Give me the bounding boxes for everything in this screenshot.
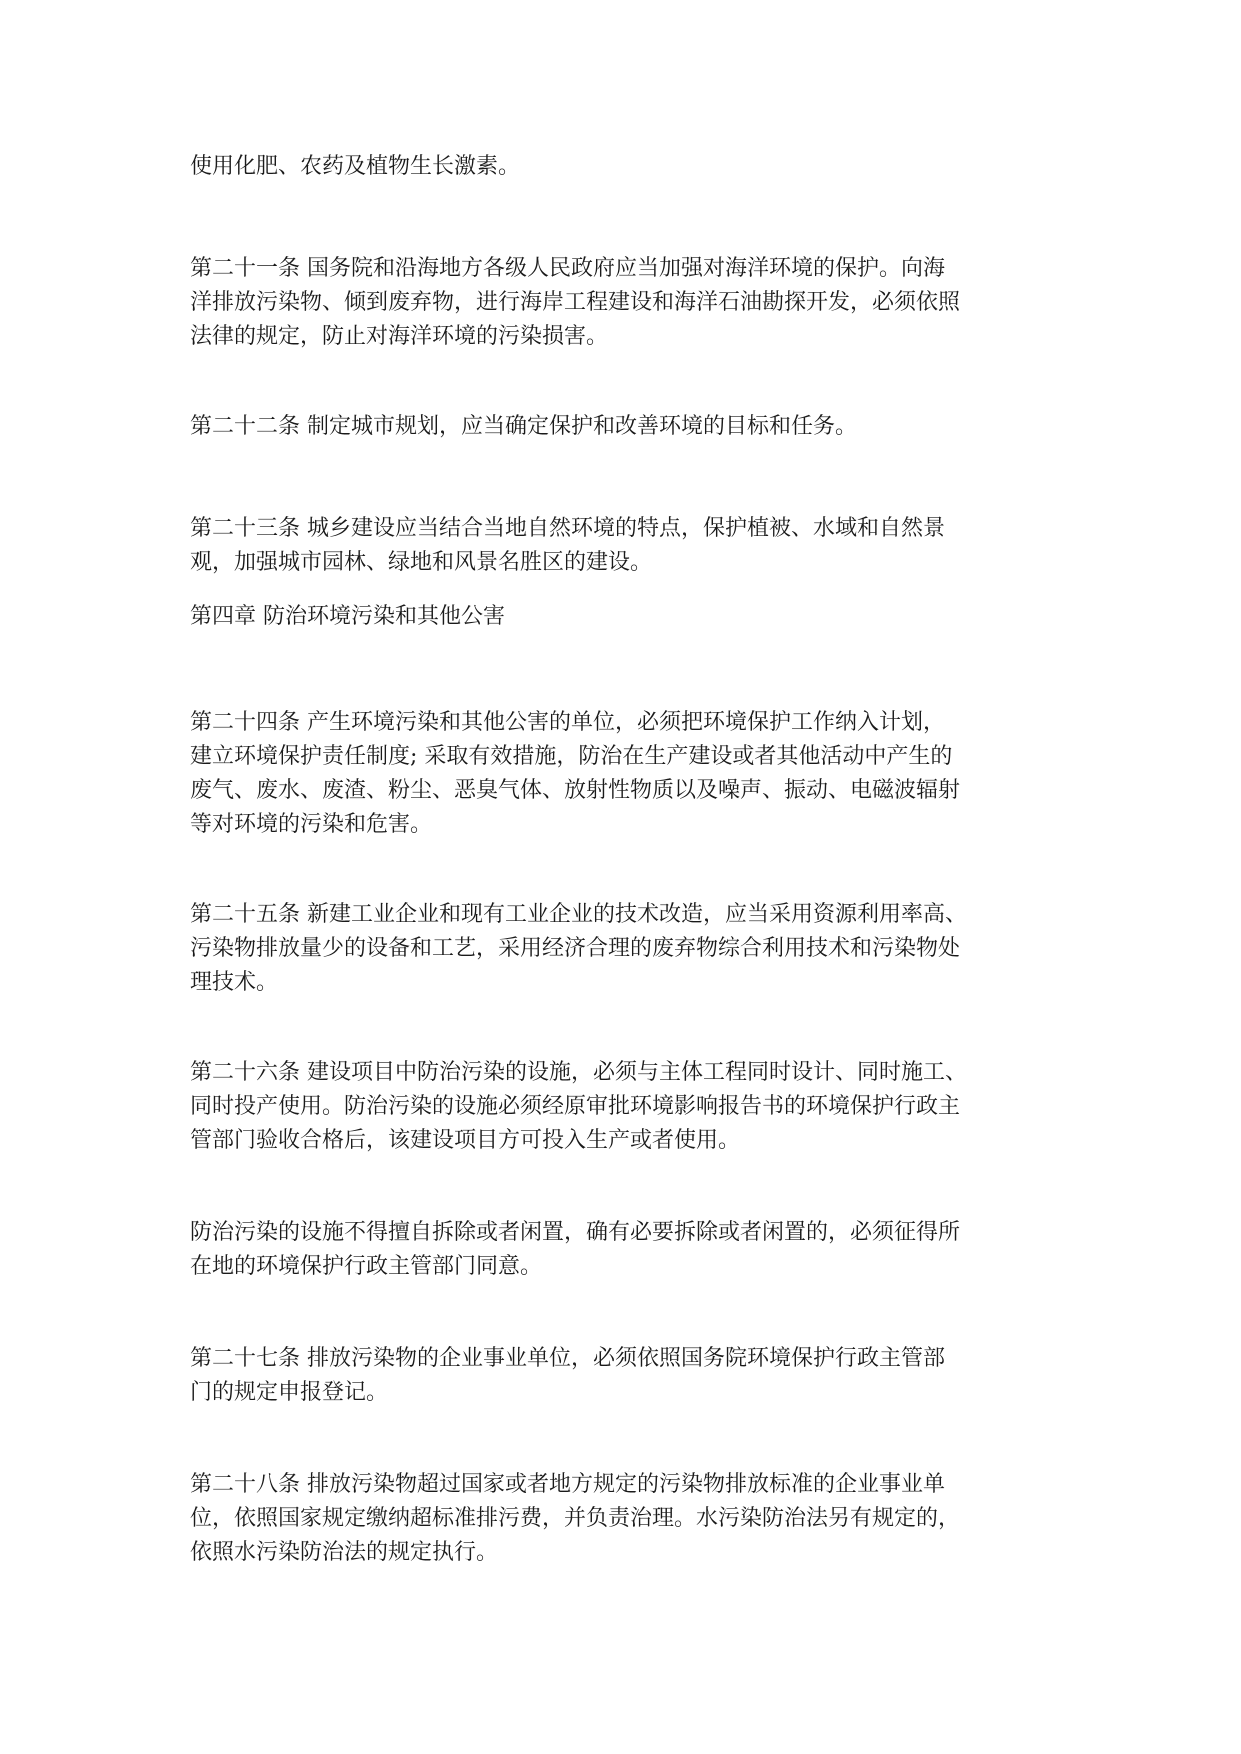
text-line: 第二十四条 产生环境污染和其他公害的单位，必须把环境保护工作纳入计划， bbox=[190, 710, 945, 735]
text-line: 法律的规定，防止对海洋环境的污染损害。 bbox=[190, 324, 609, 349]
text-line: 第二十一条 国务院和沿海地方各级人民政府应当加强对海洋环境的保护。向海 bbox=[190, 256, 945, 281]
text-line: 观，加强城市园林、绿地和风景名胜区的建设。 bbox=[190, 550, 653, 575]
article-26-paragraph-2 bbox=[190, 1216, 1060, 1284]
article-28 bbox=[190, 1468, 1060, 1570]
article-23 bbox=[190, 512, 1060, 580]
text-line: 理技术。 bbox=[190, 970, 279, 995]
text-line: 在地的环境保护行政主管部门同意。 bbox=[190, 1254, 543, 1279]
text-line: 位，依照国家规定缴纳超标准排污费，并负责治理。水污染防治法另有规定的， bbox=[190, 1506, 961, 1531]
text-line: 第二十五条 新建工业企业和现有工业企业的技术改造，应当采用资源利用率高、 bbox=[190, 902, 967, 927]
text-line: 依照水污染防治法的规定执行。 bbox=[190, 1540, 499, 1565]
text-line: 污染物排放量少的设备和工艺，采用经济合理的废弃物综合利用技术和污染物处 bbox=[190, 936, 961, 961]
text-line: 第二十八条 排放污染物超过国家或者地方规定的污染物排放标准的企业事业单 bbox=[190, 1472, 945, 1497]
article-27 bbox=[190, 1342, 1060, 1410]
text-line: 第二十六条 建设项目中防治污染的设施，必须与主体工程同时设计、同时施工、 bbox=[190, 1060, 967, 1085]
text-line: 门的规定申报登记。 bbox=[190, 1380, 389, 1405]
chapter-heading bbox=[190, 600, 1060, 634]
text-line: 同时投产使用。防治污染的设施必须经原审批环境影响报告书的环境保护行政主 bbox=[190, 1094, 961, 1119]
text-line: 防治污染的设施不得擅自拆除或者闲置，确有必要拆除或者闲置的，必须征得所 bbox=[190, 1220, 961, 1245]
text-line: 洋排放污染物、倾到废弃物，进行海岸工程建设和海洋石油勘探开发，必须依照 bbox=[190, 290, 961, 315]
article-21 bbox=[190, 252, 1060, 354]
text-line: 第二十三条 城乡建设应当结合当地自然环境的特点，保护植被、水域和自然景 bbox=[190, 516, 945, 541]
text-line: 使用化肥、农药及植物生长激素。 bbox=[190, 154, 521, 179]
text-line: 管部门验收合格后，该建设项目方可投入生产或者使用。 bbox=[190, 1128, 741, 1153]
article-26 bbox=[190, 1056, 1060, 1158]
text-line: 废气、废水、废渣、粉尘、恶臭气体、放射性物质以及噪声、振动、电磁波辐射 bbox=[190, 778, 961, 803]
text-line: 建立环境保护责任制度; 采取有效措施，防治在生产建设或者其他活动中产生的 bbox=[190, 744, 953, 769]
article-25 bbox=[190, 898, 1060, 1000]
paragraph-continuation bbox=[190, 150, 1060, 184]
text-line: 第二十七条 排放污染物的企业事业单位，必须依照国务院环境保护行政主管部 bbox=[190, 1346, 945, 1371]
text-line: 等对环境的污染和危害。 bbox=[190, 812, 433, 837]
article-24 bbox=[190, 706, 1060, 842]
article-22 bbox=[190, 410, 1060, 444]
text-line: 第二十二条 制定城市规划，应当确定保护和改善环境的目标和任务。 bbox=[190, 414, 857, 439]
text-line: 第四章 防治环境污染和其他公害 bbox=[190, 604, 505, 629]
